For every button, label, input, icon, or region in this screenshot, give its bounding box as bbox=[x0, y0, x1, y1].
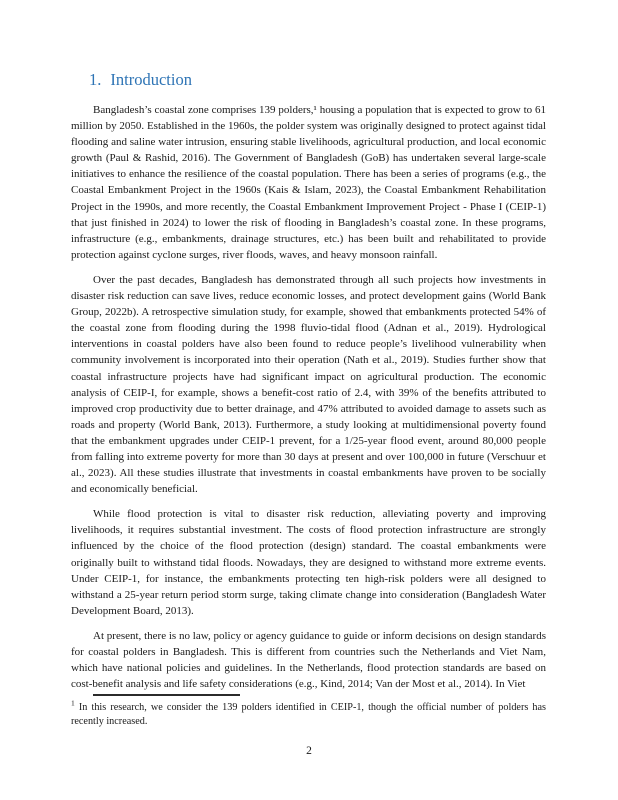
footnote bbox=[71, 698, 546, 729]
section-title: Introduction bbox=[110, 70, 192, 89]
paragraph-3: While flood protection is vital to disaster risk reduction, alleviating poverty and improving livelihoods, it requires substantial investment. The costs of flood protection infrastructure are strongly influenced by the choice of the flood protection (design) standard. The coastal embankments were originally built to withstand tidal floods. Nowadays, they are designed to withstand more extreme events. Under CEIP-1, for instance, the embankments protecting ten high-risk polders were all designed to withstand a 25-year return period storm surge, taking climate change into consideration (Bangladesh Water Development Board, 2013). bbox=[71, 508, 546, 617]
footnote-separator bbox=[93, 694, 240, 696]
paragraph-2: Over the past decades, Bangladesh has demonstrated through all such projects how investments in disaster risk reduction can save lives, reduce economic losses, and protect development gains (World Bank Group, 2022b). A retrospective simulation study, for example, showed that embankments protected 54% of the coastal zone from flooding during the 1998 fluvio-tidal flood (Adnan et al., 2019). Hydrological interventions in coastal polders have also been found to reduce people’s livelihood vulnerability when community involvement is incorporated into their operation (Nath et al., 2019). Studies further show that coastal infrastructure projects have had significant impact on agricultural production. The economic analysis of CEIP-I, for example, shows a benefit-cost ratio of 2.4, with 39% of the benefits attributed to improved crop productivity due to better drainage, and 47% attributed to avoided damage to assets such as roads and property (World Bank, 2013). Furthermore, a study looking at multidimensional poverty found that the embankment upgrades under CEIP-1 prevent, for a 1/25-year flood event, around 80,000 people from falling into extreme poverty for more than 30 days at present and over 100,000 in future (Verschuur et al., 2023). All these studies illustrate that investments in coastal embankments have proven to be socially and economically beneficial. bbox=[71, 273, 546, 496]
paragraph-1: Bangladesh’s coastal zone comprises 139 polders,¹ housing a population that is expected to grow to 61 million by 2050. Established in the 1960s, the polder system was originally designed to protect against tidal flooding and saline water intrusion, ensuring stable livelihoods, agricultural production, and local economic growth (Paul & Rashid, 2016). The Government of Bangladesh (GoB) has undertaken several large-scale initiatives to enhance the resilience of the coastal population. There has been a series of programs (e.g., the Coastal Embankment Project in the 1960s (Kais & Islam, 2023), the Coastal Embankment Rehabilitation Project in the 1990s, and more recently, the Coastal Embankment Improvement Project - Phase I (CEIP-1) that just finished in 2024) to lower the risk of flooding in Bangladesh’s coastal zone. In these programs, infrastructure (e.g., embankments, drainage structures, etc.) has been built and rehabilitated to provide protection against cyclone surges, river floods, waves, and heavy monsoon rainfall. bbox=[71, 104, 546, 261]
paragraph-4: At present, there is no law, policy or agency guidance to guide or inform decisions on design standards for coastal polders in Bangladesh. This is different from countries such the Netherlands and Viet Nam, which have national policies and guidelines. In the Netherlands, flood protection standards are based on cost-benefit analysis and life safety considerations (e.g., Kind, 2014; Van der Most et al., 2014). In Viet bbox=[71, 629, 546, 691]
section-heading bbox=[89, 70, 546, 90]
section-number: 1. bbox=[89, 70, 102, 89]
footnote-marker: 1 bbox=[71, 698, 75, 708]
footnote-text: In this research, we consider the 139 polders identified in CEIP-1, though the official number of polders has recently increased. bbox=[71, 701, 546, 727]
page-content bbox=[71, 70, 546, 701]
footnote-area bbox=[71, 694, 546, 729]
page-number: 2 bbox=[306, 745, 312, 757]
